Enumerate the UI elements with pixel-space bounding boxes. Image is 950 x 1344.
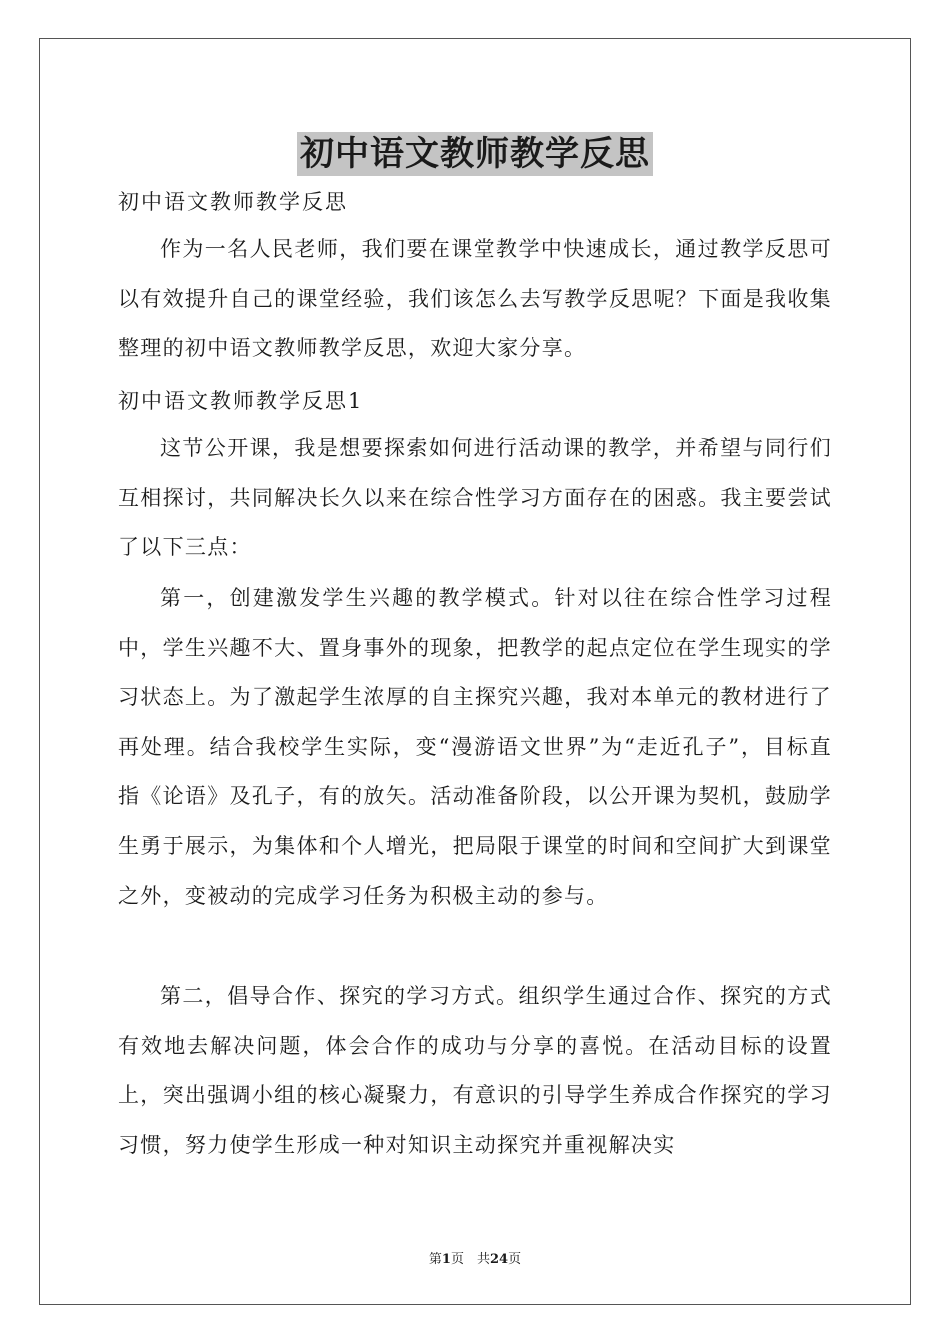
intro-heading: 初中语文教师教学反思	[118, 190, 348, 214]
document-title-text: 初中语文教师教学反思	[297, 132, 653, 176]
body-paragraph-2: 第一，创建激发学生兴趣的教学模式。针对以往在综合性学习过程中，学生兴趣不大、置身事外的现象，把教学的起点定位在学生现实的学习状态上。为了激起学生浓厚的自主探究兴趣，我对本单元的教材进行了再处理。结合我校学生实际，变“漫游语文世界”为“走近孔子”，目标直指《论语》及孔子，有的放矢。活动准备阶段，以公开课为契机，鼓励学生勇于展示，为集体和个人增光，把局限于课堂的时间和空间扩大到课堂之外，变被动的完成学习任务为积极主动的参与。	[118, 586, 832, 908]
document-title	[0, 126, 950, 175]
body-paragraph-3: 第二，倡导合作、探究的学习方式。组织学生通过合作、探究的方式有效地去解决问题，体会合作的成功与分享的喜悦。在活动目标的设置上，突出强调小组的核心凝聚力，有意识的引导学生养成合作探究的学习习惯，努力使学生形成一种对知识主动探究并重视解决实	[118, 984, 832, 1157]
footer-total-pages: 24	[489, 1252, 509, 1267]
footer-current-page: 1	[441, 1252, 451, 1267]
body-paragraph-1: 这节公开课，我是想要探索如何进行活动课的教学，并希望与同行们互相探讨，共同解决长久以来在综合性学习方面存在的困惑。我主要尝试了以下三点：	[118, 436, 832, 560]
section-heading: 初中语文教师教学反思1	[118, 389, 364, 413]
intro-paragraph: 作为一名人民老师，我们要在课堂教学中快速成长，通过教学反思可以有效提升自己的课堂经验，我们该怎么去写教学反思呢？下面是我收集整理的初中语文教师教学反思，欢迎大家分享。	[118, 237, 832, 361]
footer-prefix: 第	[428, 1252, 442, 1267]
page-footer	[0, 1248, 950, 1267]
footer-mid: 页 共	[450, 1252, 490, 1267]
footer-suffix: 页	[508, 1252, 522, 1267]
